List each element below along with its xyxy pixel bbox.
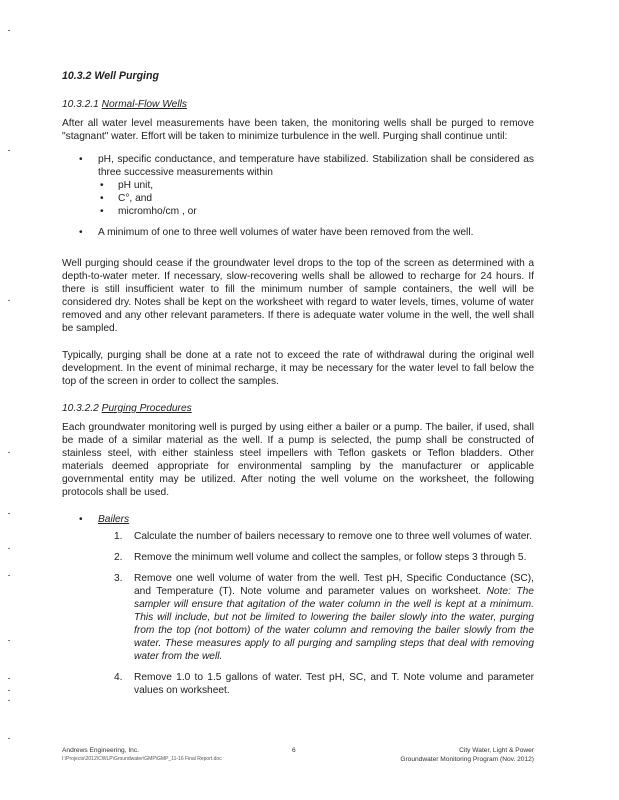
- list-item: • pH unit,: [98, 179, 534, 192]
- footer-program: Groundwater Monitoring Program (Nov. 2012): [400, 756, 534, 763]
- stabilization-sublist: [98, 179, 534, 218]
- step-text: Remove one well volume of water from the well. Test pH, Specific Conductance (SC), and Temperature (T). Note volume and parameter values on worksheet.: [134, 573, 534, 597]
- footer-left: [62, 746, 222, 763]
- step-note: Note: The sampler will ensure that agitation of the water column in the well is kept at a minimum. This will include, but not be limited to lowering the bailer slowly into the water, purging from the top (not bottom) of the water column and removing the bailer slowly from the water. These measures apply to all purging and sampling steps that deal with removing water from the well.: [134, 586, 534, 662]
- criteria-text: pH, specific conductance, and temperature have stabilized. Stabilization shall be considered as three successive measurements within: [98, 154, 534, 178]
- step-number: 4.: [114, 672, 123, 683]
- step-item: [62, 551, 534, 564]
- page-number: 6: [292, 747, 296, 754]
- list-item: • C°, and: [98, 192, 534, 205]
- list-item: • A minimum of one to three well volumes of water have been removed from the well.: [62, 226, 534, 239]
- step-item: [62, 530, 534, 543]
- step-text: Calculate the number of bailers necessary to remove one to three well volumes of water.: [134, 531, 533, 542]
- bailers-list: [62, 513, 534, 526]
- bailer-steps-list: [62, 530, 534, 697]
- step-number: 3.: [114, 573, 123, 584]
- footer-right: [400, 746, 534, 764]
- list-item: • micromho/cm , or: [98, 205, 534, 218]
- well-purging-paragraph: Well purging should cease if the groundwater level drops to the top of the screen as determined with a depth-to-water meter. If necessary, slow-recovering wells shall be allowed to recharge for 24 hours. If there is still insufficient water to fill the minimum number of sample containers, the well will be considered dry. Notes shall be kept on the worksheet with regard to water levels, times, volume of water removed and any other relevant parameters. If there is adequate water volume in the well, the well shall be sampled.: [62, 258, 534, 334]
- step-item: [62, 671, 534, 697]
- subsection-number: 10.3.2.2: [62, 403, 102, 414]
- subsection-number: 10.3.2.1: [62, 99, 102, 110]
- bailers-heading: Bailers: [98, 514, 130, 525]
- section-heading: 10.3.2 Well Purging: [62, 70, 159, 82]
- intro-paragraph: After all water level measurements have been taken, the monitoring wells shall be purged to remove "stagnant" water. Effort will be taken to minimize turbulence in the well. Purging shall continue until:: [62, 118, 534, 142]
- purge-criteria-list: [62, 153, 534, 239]
- subsection-title: Purging Procedures: [101, 403, 192, 414]
- footer-company: Andrews Engineering, Inc.: [62, 747, 139, 754]
- list-item: [62, 153, 534, 218]
- purging-rate-paragraph: Typically, purging shall be done at a rate not to exceed the rate of withdrawal during the original well development. In the event of minimal recharge, it may be necessary for the water level to fall below the top of the screen in order to collect the samples.: [62, 350, 534, 387]
- document-body: [62, 70, 534, 705]
- footer-file-path: I:\Projects\2012\CWLP\Groundwater\GMP\GMP_11-16 Final Report.doc: [62, 756, 222, 762]
- step-text: Remove the minimum well volume and collect the samples, or follow steps 3 through 5.: [134, 552, 527, 563]
- list-item: [62, 513, 534, 526]
- subsection-heading-purging-procedures: [62, 402, 534, 415]
- step-item: [62, 572, 534, 663]
- subsection-title: Normal-Flow Wells: [101, 99, 187, 110]
- subsection-heading-normal-flow: [62, 98, 534, 111]
- footer-client: City Water, Light & Power: [459, 747, 534, 754]
- procedures-paragraph: Each groundwater monitoring well is purged by using either a bailer or a pump. The bailer, if used, shall be made of a similar material as the well. If a pump is selected, the pump shall be constructed of stainless steel, with either stainless steel impellers with Teflon gaskets or Teflon bladders. Other materials deemed appropriate for environmental sampling by the manufacturer or applicable governmental entity may be utilized. After noting the well volume on the worksheet, the following protocols shall be used.: [62, 422, 534, 498]
- step-number: 2.: [114, 552, 123, 563]
- step-text: Remove 1.0 to 1.5 gallons of water. Test pH, SC, and T. Note volume and parameter values on worksheet.: [134, 672, 534, 696]
- step-number: 1.: [114, 531, 123, 542]
